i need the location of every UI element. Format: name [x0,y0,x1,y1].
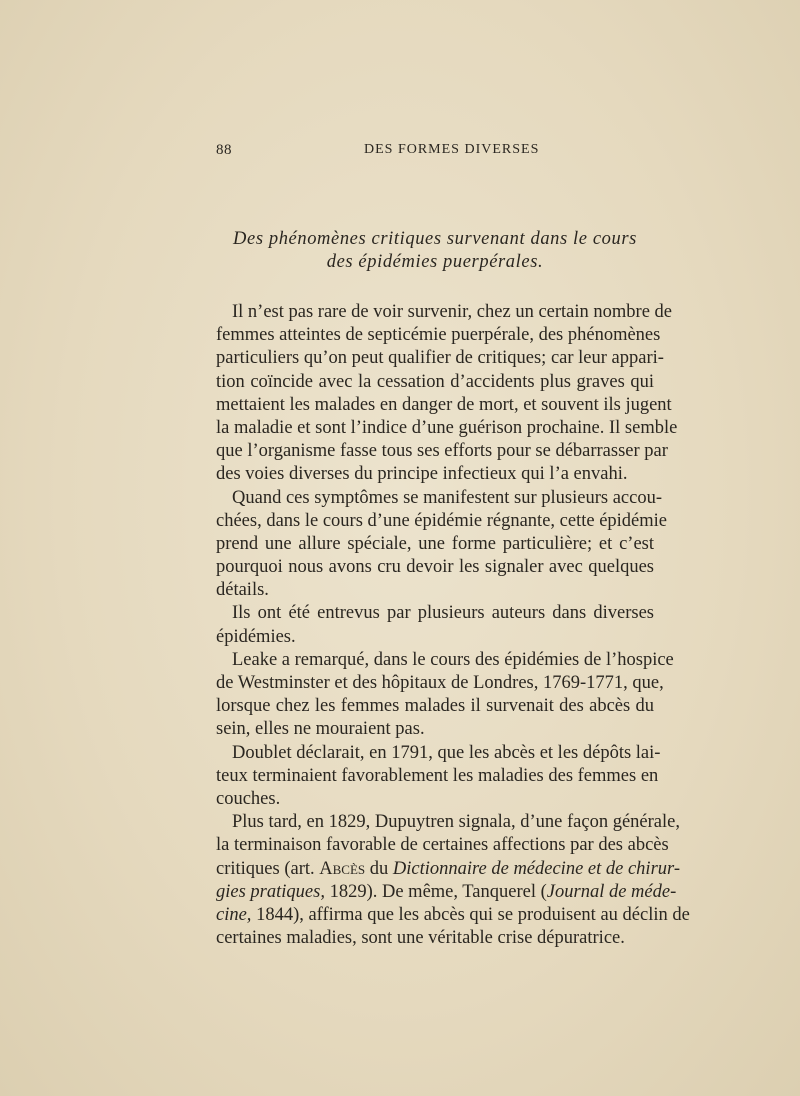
text-line [216,881,677,904]
text-line: chées, dans le cours d’une épidémie régnante, cette épidémie [216,510,667,531]
text-line [216,858,681,881]
text-line: que l’organisme fasse tous ses efforts pour se débarrasser par [216,441,668,462]
section-title-line-1: Des phénomènes critiques survenant dans le cours [233,229,637,249]
text-line: épidémies. [216,626,296,647]
text-line: la maladie et sont l’indice d’une guérison prochaine. Il semble [216,417,678,438]
running-head [216,142,654,162]
page-number: 88 [216,142,232,158]
text-line: particuliers qu’on peut qualifier de critiques; car leur appari- [216,348,664,369]
text-line: lorsque chez les femmes malades il survenait des abcès du [216,696,654,717]
text-line: des voies diverses du principe infectieux qui l’a envahi. [216,464,628,485]
text-line: mettaient les malades en danger de mort, et souvent ils jugent [216,394,672,415]
text-line: couches. [216,788,281,809]
text-span: 1844), affirma que les abcès qui se produisent au déclin de [251,904,690,925]
text-line: Doublet déclarait, en 1791, que les abcès et les dépôts lai- [232,742,661,763]
text-line: Ils ont été entrevus par plusieurs auteurs dans diverses [232,603,654,624]
text-span-italic: Dictionnaire de médecine et de chirur- [392,858,681,879]
text-line: femmes atteintes de septicémie puerpérale, des phénomènes [216,325,661,346]
running-title: DES FORMES DIVERSES [364,142,540,157]
text-line: Il n’est pas rare de voir survenir, chez un certain nombre de [232,302,672,322]
text-span: du [365,858,393,879]
text-line: pourquoi nous avons cru devoir les signaler avec quelques [216,557,654,578]
text-line: prend une allure spéciale, une forme particulière; et c’est [216,533,654,554]
text-line [216,904,690,927]
text-span: critiques (art. [216,858,320,879]
text-line: la terminaison favorable de certaines affections par des abcès [216,835,669,856]
text-line: tion coïncide avec la cessation d’accidents plus graves qui [216,371,654,392]
text-line: Plus tard, en 1829, Dupuytren signala, d’une façon générale, [232,812,680,833]
text-span-italic: cine, [216,904,252,925]
text-span: 1829). De même, Tanquerel ( [324,881,547,902]
text-span-italic: Journal de méde- [546,881,677,902]
section-title [216,228,654,274]
section-title-line-2: des épidémies puerpérales. [326,252,544,272]
text-span-italic: gies pratiques, [216,881,325,902]
text-line: de Westminster et des hôpitaux de Londres, 1769-1771, que, [216,673,664,693]
text-line: Quand ces symptômes se manifestent sur plusieurs accou- [232,487,663,508]
text-line: Leake a remarqué, dans le cours des épidémies de l’hospice [232,649,674,670]
text-line: sein, elles ne mouraient pas. [216,719,425,740]
text-line: certaines maladies, sont une véritable crise dépuratrice. [216,928,625,949]
text-line: teux terminaient favorablement les maladies des femmes en [216,765,659,786]
text-span-smallcaps: Abcès [319,858,366,879]
body-text [216,301,690,950]
text-line: détails. [216,580,269,601]
